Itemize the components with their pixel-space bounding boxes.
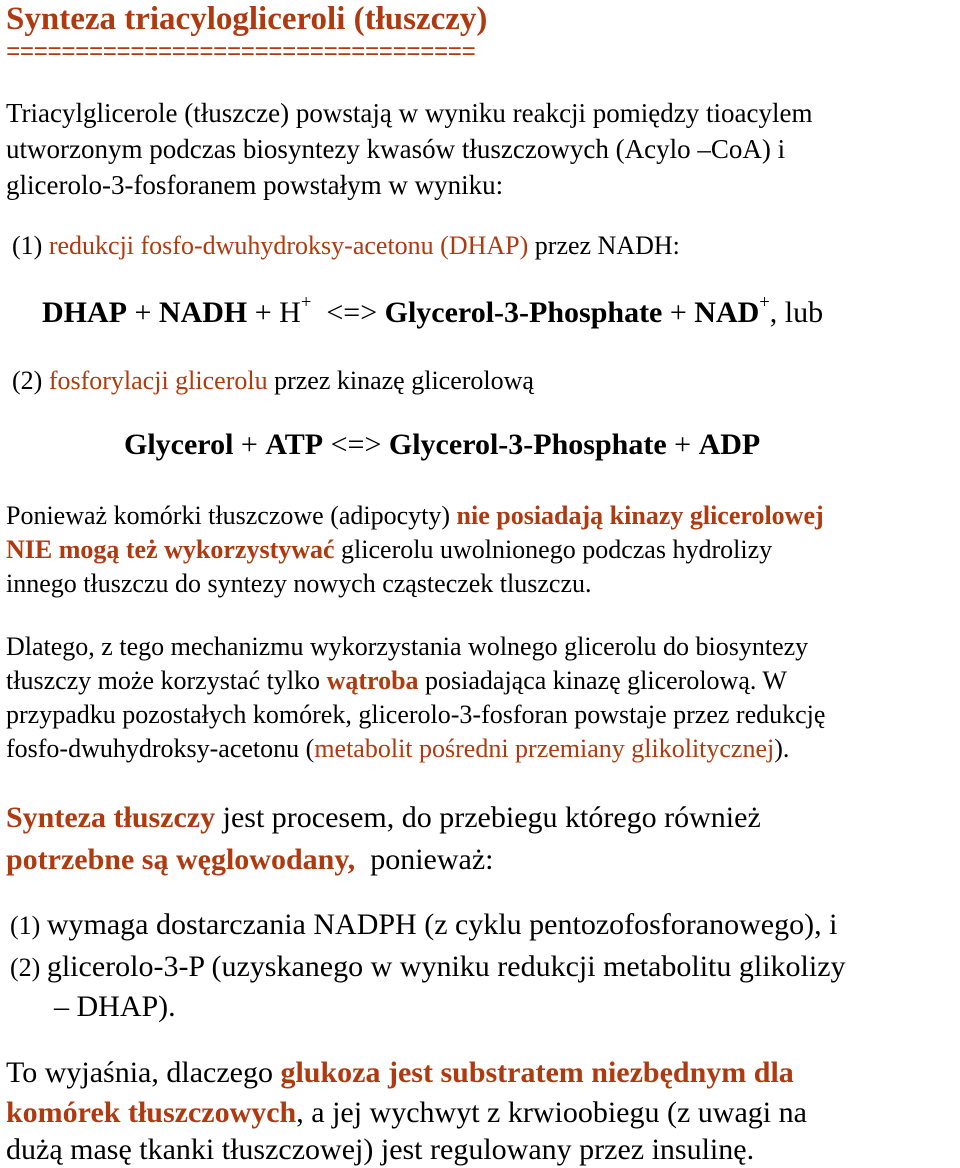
para3-text-2: posiadająca kinazę glicerolową. W — [418, 666, 787, 695]
eq1-or: , lub — [769, 296, 824, 329]
eq2-plus-1: + — [233, 428, 266, 461]
para2-highlight-2: NIE mogą też wykorzystywać — [6, 535, 335, 564]
equation-1 — [42, 292, 824, 330]
page-title: Synteza triacylogliceroli (tłuszczy) — [6, 1, 488, 37]
para5-line-1 — [6, 1056, 794, 1090]
eq2-plus-2: + — [666, 428, 699, 461]
eq1-arrow: <=> — [311, 296, 385, 329]
intro-line-3: glicerolo-3-fosforanem powstałym w wyniku: — [6, 170, 504, 200]
eq2-adp: ADP — [698, 428, 761, 461]
eq2-arrow: <=> — [323, 428, 389, 461]
para4-item-2 — [10, 950, 846, 984]
eq2-glycerol: Glycerol — [124, 428, 234, 461]
para5-text-2: , a jej wychwyt z krwioobiegu (z uwagi na — [296, 1096, 807, 1129]
eq1-nad-charge: + — [759, 292, 770, 314]
para4-item-2-continuation: – DHAP). — [54, 990, 176, 1023]
intro-line-2: utworzonym podczas biosyntezy kwasów tłuszczowych (Acylo –CoA) i — [6, 134, 786, 164]
para3-line-3: przypadku pozostałych komórek, glicerolo-3-fosforan powstaje przez redukcję — [6, 700, 826, 729]
para2-highlight-1: nie posiadają kinazy glicerolowej — [456, 501, 824, 530]
eq1-nad: NAD — [694, 296, 760, 329]
para4-text-2: ponieważ: — [355, 843, 494, 876]
item-1-highlight: redukcji fosfo-dwuhydroksy-acetonu (DHAP) — [48, 231, 529, 260]
eq1-plus-1: + — [127, 296, 159, 329]
para3-highlight: metabolit pośredni przemiany glikolitycznej — [314, 734, 775, 763]
item-2-suffix: przez kinazę glicerolową — [267, 366, 534, 395]
para4-item-1-number: (1) — [10, 911, 47, 940]
para2-line-2 — [6, 535, 772, 565]
equation-2 — [124, 428, 760, 462]
para2-text: Ponieważ komórki tłuszczowe (adipocyty) — [6, 501, 457, 530]
para2-line-1 — [6, 501, 824, 531]
eq1-dhap: DHAP — [42, 296, 127, 329]
para5-highlight-2: komórek tłuszczowych — [6, 1096, 297, 1129]
para4-item-1 — [10, 908, 837, 942]
para4-item-1-text: wymaga dostarczania NADPH (z cyklu pentozofosforanowego), i — [46, 908, 838, 941]
item-2-highlight: fosforylacji glicerolu — [48, 366, 268, 395]
item-1-suffix: przez NADH: — [528, 231, 680, 260]
para5-highlight-1: glukoza jest substratem niezbędnym dla — [280, 1056, 794, 1089]
title-underline: ================================== — [6, 40, 476, 67]
eq1-plus-2: + — [662, 296, 695, 329]
para3-text-3: fosfo-dwuhydroksy-acetonu ( — [6, 734, 315, 763]
item-2 — [12, 366, 534, 396]
para2-text-2: glicerolu uwolnionego podczas hydrolizy — [334, 535, 773, 564]
para5-text: To wyjaśnia, dlaczego — [6, 1056, 281, 1089]
item-1 — [12, 231, 680, 261]
eq1-g3p: Glycerol-3-Phosphate — [384, 296, 663, 329]
eq2-g3p: Glycerol-3-Phosphate — [388, 428, 667, 461]
eq2-atp: ATP — [265, 428, 324, 461]
para5-line-2 — [6, 1096, 807, 1130]
para4-line-1 — [6, 801, 761, 835]
para2-line-3: innego tłuszczu do syntezy nowych cząsteczek tluszczu. — [6, 569, 592, 598]
eq1-h-charge: + — [300, 292, 312, 314]
para4-item-2-number: (2) — [10, 953, 47, 982]
para4-item-2-text: glicerolo-3-P (uzyskanego w wyniku redukcji metabolitu glikolizy — [46, 950, 846, 983]
para4-text: jest procesem, do przebiegu którego również — [215, 801, 761, 834]
para3-text-4: ). — [774, 734, 790, 763]
para4-highlight-2: potrzebne są węglowodany, — [6, 843, 356, 876]
intro-line-1: Triacylglicerole (tłuszcze) powstają w wyniku reakcji pomiędzy tioacylem — [6, 98, 813, 128]
item-2-number: (2) — [12, 366, 49, 395]
para3-line-4 — [6, 734, 789, 764]
item-1-number: (1) — [12, 231, 49, 260]
para4-line-2 — [6, 843, 493, 877]
eq1-h: + H — [247, 296, 301, 329]
para4-highlight-1: Synteza tłuszczy — [6, 801, 216, 834]
para3-line-2 — [6, 666, 787, 696]
eq1-nadh: NADH — [158, 296, 248, 329]
para3-liver: wątroba — [326, 666, 419, 695]
para3-text: tłuszczy może korzystać tylko — [6, 666, 327, 695]
para5-line-3: dużą masę tkanki tłuszczowej) jest regulowany przez insulinę. — [6, 1133, 755, 1166]
para3-line-1: Dlatego, z tego mechanizmu wykorzystania wolnego glicerolu do biosyntezy — [6, 632, 809, 661]
